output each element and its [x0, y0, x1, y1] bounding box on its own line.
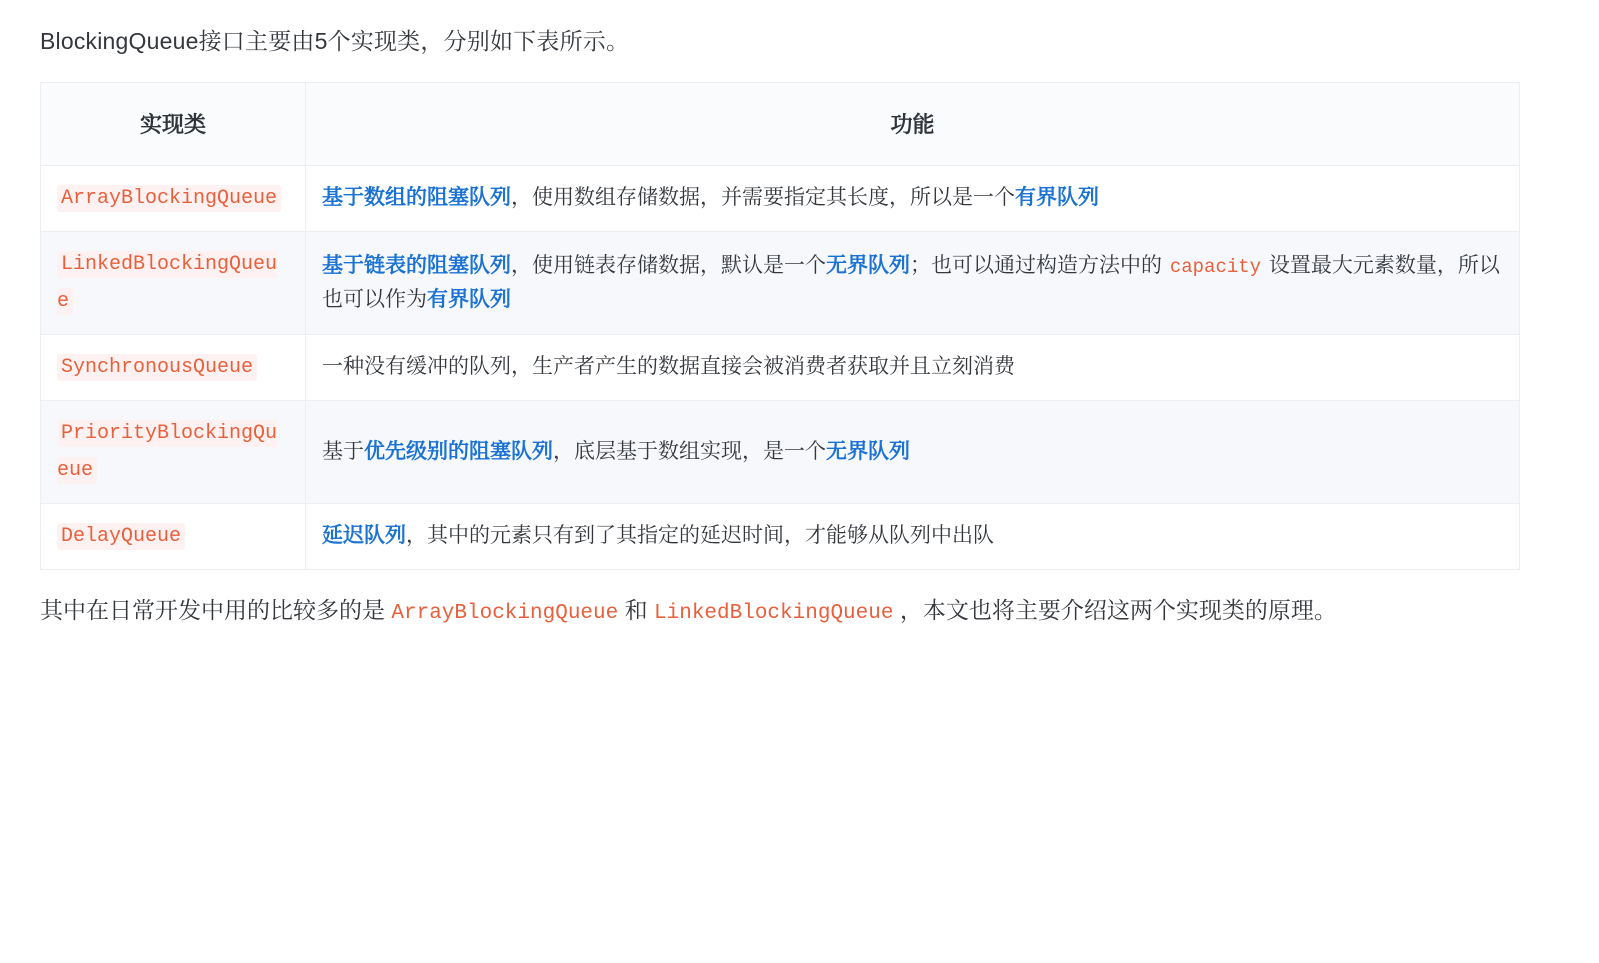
text-run: ，使用数组存储数据，并需要指定其长度，所以是一个 [511, 186, 1015, 210]
highlighted-term: 优先级别的阻塞队列 [364, 439, 553, 463]
text-run: ，本文也将主要介绍这两个实现类的原理。 [893, 596, 1337, 623]
highlighted-term: 延迟队列 [322, 524, 406, 548]
highlighted-term: 基于数组的阻塞队列 [322, 186, 511, 210]
table-row [41, 503, 1520, 569]
cell-function-description [306, 334, 1520, 400]
text-run: 设置最大元素数量，所以也可以作为 [322, 254, 1500, 311]
text-run: 其中在日常开发中用的比较多的是 [40, 596, 392, 623]
cell-class-name [41, 503, 306, 569]
table-row [41, 400, 1520, 503]
table-row [41, 231, 1520, 334]
class-name-code: PriorityBlockingQueue [57, 421, 278, 482]
class-name-code: LinkedBlockingQueue [57, 252, 278, 313]
cell-class-name [41, 400, 306, 503]
highlighted-term: 基于链表的阻塞队列 [322, 254, 511, 278]
text-run: 基于 [322, 439, 364, 463]
text-run: ，使用链表存储数据，默认是一个 [511, 254, 826, 278]
highlighted-term: 有界队列 [1015, 186, 1099, 210]
text-run: ，其中的元素只有到了其指定的延迟时间，才能够从队列中出队 [406, 524, 994, 548]
inline-code-term: capacity [1169, 256, 1262, 279]
cell-function-description [306, 165, 1520, 231]
cell-function-description [306, 400, 1520, 503]
table-row [41, 165, 1520, 231]
class-name-code: SynchronousQueue [57, 354, 257, 381]
highlighted-term: 无界队列 [826, 254, 910, 278]
table-header-row [41, 82, 1520, 165]
cell-function-description [306, 231, 1520, 334]
highlighted-term: 有界队列 [427, 287, 511, 311]
inline-code-term: ArrayBlockingQueue [391, 601, 619, 625]
intro-paragraph: BlockingQueue接口主要由5个实现类，分别如下表所示。 [40, 28, 630, 54]
text-run: ，底层基于数组实现，是一个 [553, 439, 826, 463]
outro-paragraph [40, 592, 1559, 632]
text-run: ；也可以通过构造方法中的 [910, 254, 1168, 278]
class-name-code: DelayQueue [57, 523, 185, 550]
table-body [41, 165, 1520, 569]
column-header-function: 功能 [306, 82, 1520, 165]
inline-code-term: LinkedBlockingQueue [654, 601, 894, 625]
highlighted-term: 无界队列 [826, 439, 910, 463]
cell-class-name [41, 334, 306, 400]
table-head [41, 82, 1520, 165]
cell-function-description [306, 503, 1520, 569]
text-run: 和 [618, 596, 655, 623]
class-name-code: ArrayBlockingQueue [57, 185, 281, 212]
column-header-class: 实现类 [41, 82, 306, 165]
cell-class-name [41, 165, 306, 231]
text-run: 一种没有缓冲的队列，生产者产生的数据直接会被消费者获取并且立刻消费 [322, 355, 1015, 379]
table-row [41, 334, 1520, 400]
blockingqueue-implementations-table [40, 82, 1520, 570]
cell-class-name [41, 231, 306, 334]
